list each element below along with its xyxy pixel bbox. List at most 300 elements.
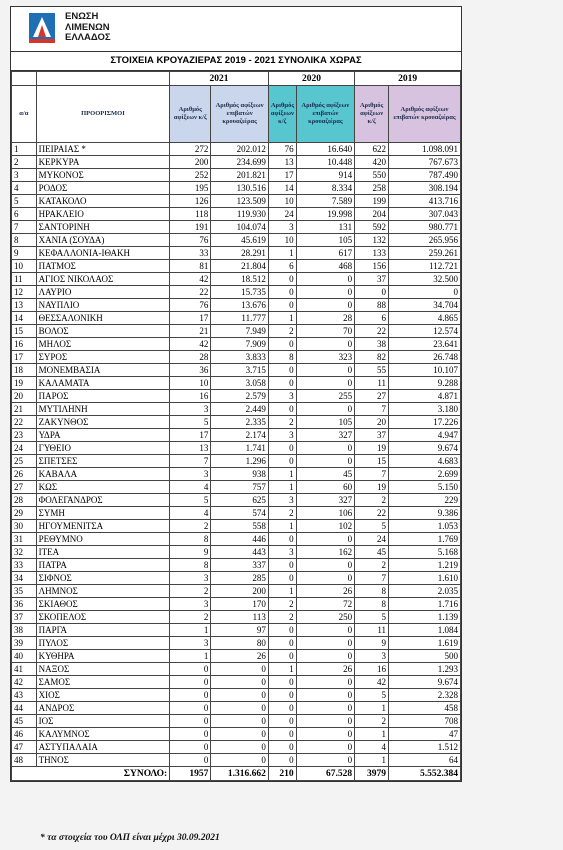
passengers-2020: 250 — [296, 611, 355, 624]
passengers-2020: 70 — [296, 325, 355, 338]
arrivals-2020: 1 — [268, 468, 296, 481]
row-index: 16 — [12, 338, 37, 351]
table-row — [12, 624, 461, 637]
passengers-2021: 234.699 — [211, 156, 269, 169]
arrivals-2019: 4 — [355, 741, 389, 754]
destination-name: ΣΑΝΤΟΡΙΝΗ — [36, 221, 170, 234]
passengers-2020: 327 — [296, 494, 355, 507]
row-index: 26 — [12, 468, 37, 481]
row-index: 17 — [12, 351, 37, 364]
arrivals-2021: 252 — [170, 169, 211, 182]
destination-name: ΣΑΜΟΣ — [36, 676, 170, 689]
total-arrivals-2019: 3979 — [355, 767, 389, 781]
passengers-2019: 112.721 — [389, 260, 461, 273]
arrivals-2019: 3 — [355, 650, 389, 663]
passengers-2019: 307.043 — [389, 208, 461, 221]
arrivals-2021: 13 — [170, 442, 211, 455]
row-index: 45 — [12, 715, 37, 728]
arrivals-2021: 3 — [170, 637, 211, 650]
passengers-2020-header: Αριθμός αφίξεων επιβατών κρουαζιέρας — [296, 86, 355, 143]
footnote: * τα στοιχεία του ΟΛΠ είναι μέχρι 30.09.2021 — [40, 833, 220, 843]
table-row — [12, 273, 461, 286]
arrivals-2021: 126 — [170, 195, 211, 208]
passengers-2019: 9.674 — [389, 676, 461, 689]
passengers-2019: 9.674 — [389, 442, 461, 455]
passengers-2020: 0 — [296, 572, 355, 585]
arrivals-2020: 0 — [268, 338, 296, 351]
passengers-2020: 106 — [296, 507, 355, 520]
row-index: 5 — [12, 195, 37, 208]
row-index: 42 — [12, 676, 37, 689]
passengers-2021: 285 — [211, 572, 269, 585]
passengers-2019: 32.500 — [389, 273, 461, 286]
passengers-2021: 28.291 — [211, 247, 269, 260]
table-row — [12, 325, 461, 338]
destination-name: ΠΑΡΟΣ — [36, 390, 170, 403]
arrivals-2019: 11 — [355, 377, 389, 390]
arrivals-2019: 8 — [355, 585, 389, 598]
passengers-2021: 0 — [211, 663, 269, 676]
destination-name: ΡΕΘΥΜΝΟ — [36, 533, 170, 546]
table-row — [12, 351, 461, 364]
table-row — [12, 234, 461, 247]
arrivals-2019: 199 — [355, 195, 389, 208]
destination-name: ΚΕΦΑΛΛΟΝΙΑ-ΙΘΑΚΗ — [36, 247, 170, 260]
arrivals-2019: 258 — [355, 182, 389, 195]
passengers-2020: 0 — [296, 455, 355, 468]
table-row — [12, 611, 461, 624]
arrivals-2020: 0 — [268, 728, 296, 741]
table-row — [12, 637, 461, 650]
row-index: 12 — [12, 286, 37, 299]
arrivals-2020: 1 — [268, 663, 296, 676]
table-row — [12, 208, 461, 221]
arrivals-2019: 55 — [355, 364, 389, 377]
destination-name: ΚΑΤΑΚΟΛΟ — [36, 195, 170, 208]
table-body — [12, 143, 461, 767]
passengers-2021: 446 — [211, 533, 269, 546]
passengers-2019: 4.871 — [389, 390, 461, 403]
arrivals-2020: 0 — [268, 273, 296, 286]
arrivals-2020: 1 — [268, 312, 296, 325]
arrivals-2021: 33 — [170, 247, 211, 260]
arrivals-2020: 1 — [268, 585, 296, 598]
passengers-2020: 0 — [296, 689, 355, 702]
passengers-2020: 0 — [296, 624, 355, 637]
passengers-2021: 97 — [211, 624, 269, 637]
arrivals-2021: 2 — [170, 611, 211, 624]
arrivals-2020: 0 — [268, 689, 296, 702]
table-row — [12, 520, 461, 533]
arrivals-2020: 3 — [268, 390, 296, 403]
passengers-2021: 21.804 — [211, 260, 269, 273]
passengers-2019: 980.771 — [389, 221, 461, 234]
passengers-2019: 413.716 — [389, 195, 461, 208]
arrivals-2020: 0 — [268, 299, 296, 312]
arrivals-2021: 22 — [170, 286, 211, 299]
row-index: 37 — [12, 611, 37, 624]
arrivals-2021: 7 — [170, 455, 211, 468]
arrivals-2021: 21 — [170, 325, 211, 338]
row-index: 32 — [12, 546, 37, 559]
passengers-2020: 0 — [296, 338, 355, 351]
destination-name: ΣΥΡΟΣ — [36, 351, 170, 364]
passengers-2021: 2.579 — [211, 390, 269, 403]
passengers-2020: 0 — [296, 650, 355, 663]
passengers-2019: 3.180 — [389, 403, 461, 416]
passengers-2021: 123.509 — [211, 195, 269, 208]
destination-name: ΣΥΜΗ — [36, 507, 170, 520]
row-index: 20 — [12, 390, 37, 403]
index-header: α/α — [12, 86, 37, 143]
passengers-2019: 500 — [389, 650, 461, 663]
arrivals-2021: 9 — [170, 546, 211, 559]
passengers-2019: 1.610 — [389, 572, 461, 585]
destination-name: ΙΟΣ — [36, 715, 170, 728]
destination-name: ΠΑΤΡΑ — [36, 559, 170, 572]
arrivals-2020: 0 — [268, 377, 296, 390]
total-passengers-2019: 5.552.384 — [389, 767, 461, 781]
arrivals-2019: 622 — [355, 143, 389, 156]
total-arrivals-2020: 210 — [268, 767, 296, 781]
passengers-2019: 1.139 — [389, 611, 461, 624]
passengers-2020: 0 — [296, 533, 355, 546]
passengers-2020: 617 — [296, 247, 355, 260]
destination-name: ΚΑΛΥΜΝΟΣ — [36, 728, 170, 741]
arrivals-2021: 10 — [170, 377, 211, 390]
destination-name: ΠΕΙΡΑΙΑΣ * — [36, 143, 170, 156]
passengers-2019: 5.150 — [389, 481, 461, 494]
year-2020-header: 2020 — [268, 72, 354, 86]
arrivals-2019: 20 — [355, 416, 389, 429]
passengers-2021: 26 — [211, 650, 269, 663]
table-row — [12, 585, 461, 598]
table-row — [12, 507, 461, 520]
table-row — [12, 533, 461, 546]
passengers-2019: 26.748 — [389, 351, 461, 364]
passengers-2019: 1.716 — [389, 598, 461, 611]
arrivals-2019: 1 — [355, 702, 389, 715]
arrivals-2021: 0 — [170, 728, 211, 741]
arrivals-2021: 2 — [170, 520, 211, 533]
destination-name: ΠΑΡΓΑ — [36, 624, 170, 637]
arrivals-2019: 133 — [355, 247, 389, 260]
passengers-2020: 28 — [296, 312, 355, 325]
passengers-2021: 202.012 — [211, 143, 269, 156]
arrivals-2019: 45 — [355, 546, 389, 559]
year-header-row — [12, 72, 461, 86]
passengers-2021: 104.074 — [211, 221, 269, 234]
row-index: 8 — [12, 234, 37, 247]
arrivals-2019: 38 — [355, 338, 389, 351]
destination-name: ΘΕΣΣΑΛΟΝΙΚΗ — [36, 312, 170, 325]
destination-name: ΠΥΛΟΣ — [36, 637, 170, 650]
row-index: 22 — [12, 416, 37, 429]
passengers-2020: 0 — [296, 299, 355, 312]
table-row — [12, 650, 461, 663]
arrivals-2020: 1 — [268, 481, 296, 494]
passengers-2020: 327 — [296, 429, 355, 442]
arrivals-2021: 4 — [170, 507, 211, 520]
passengers-2019: 4.683 — [389, 455, 461, 468]
table-row — [12, 416, 461, 429]
table-row — [12, 676, 461, 689]
passengers-2021: 2.174 — [211, 429, 269, 442]
passengers-2020: 0 — [296, 728, 355, 741]
row-index: 48 — [12, 754, 37, 767]
total-arrivals-2021: 1957 — [170, 767, 211, 781]
arrivals-2021: 2 — [170, 585, 211, 598]
table-row — [12, 247, 461, 260]
passengers-2020: 0 — [296, 273, 355, 286]
arrivals-2021: 272 — [170, 143, 211, 156]
destination-name: ΣΚΟΠΕΛΟΣ — [36, 611, 170, 624]
arrivals-2021: 0 — [170, 663, 211, 676]
arrivals-2019: 5 — [355, 689, 389, 702]
arrivals-2020: 3 — [268, 221, 296, 234]
passengers-2019: 2.328 — [389, 689, 461, 702]
destination-name: ΖΑΚΥΝΘΟΣ — [36, 416, 170, 429]
destination-name: ΥΔΡΑ — [36, 429, 170, 442]
passengers-2020: 0 — [296, 741, 355, 754]
table-row — [12, 182, 461, 195]
table-row — [12, 481, 461, 494]
arrivals-2020: 0 — [268, 533, 296, 546]
row-index: 15 — [12, 325, 37, 338]
arrivals-2019: 550 — [355, 169, 389, 182]
arrivals-2021: 3 — [170, 572, 211, 585]
arrivals-2021: 5 — [170, 416, 211, 429]
table-row — [12, 169, 461, 182]
row-index: 14 — [12, 312, 37, 325]
arrivals-2020: 76 — [268, 143, 296, 156]
org-line: ΛΙΜΕΝΩΝ — [65, 21, 110, 33]
row-index: 18 — [12, 364, 37, 377]
passengers-2020: 0 — [296, 676, 355, 689]
arrivals-2020: 0 — [268, 624, 296, 637]
row-index: 2 — [12, 156, 37, 169]
arrivals-2020: 0 — [268, 572, 296, 585]
arrivals-2021: 191 — [170, 221, 211, 234]
passengers-2020: 0 — [296, 702, 355, 715]
arrivals-2020: 8 — [268, 351, 296, 364]
passengers-2019: 34.704 — [389, 299, 461, 312]
arrivals-2020: 2 — [268, 611, 296, 624]
passengers-2021: 0 — [211, 702, 269, 715]
arrivals-2019: 42 — [355, 676, 389, 689]
row-index: 3 — [12, 169, 37, 182]
passengers-2020: 8.334 — [296, 182, 355, 195]
passengers-2021: 113 — [211, 611, 269, 624]
row-index: 10 — [12, 260, 37, 273]
arrivals-2021: 28 — [170, 351, 211, 364]
arrivals-2019: 7 — [355, 468, 389, 481]
passengers-2021: 443 — [211, 546, 269, 559]
row-index: 33 — [12, 559, 37, 572]
arrivals-2020: 13 — [268, 156, 296, 169]
table-row — [12, 442, 461, 455]
arrivals-2021: 0 — [170, 741, 211, 754]
passengers-2019: 308.194 — [389, 182, 461, 195]
arrivals-2019: 132 — [355, 234, 389, 247]
arrivals-2020: 3 — [268, 494, 296, 507]
row-index: 40 — [12, 650, 37, 663]
arrivals-2019: 19 — [355, 481, 389, 494]
table-row — [12, 286, 461, 299]
destination-name: ΜΥΚΟΝΟΣ — [36, 169, 170, 182]
passengers-2020: 7.589 — [296, 195, 355, 208]
arrivals-2019: 2 — [355, 494, 389, 507]
table-row — [12, 143, 461, 156]
passengers-2021: 45.619 — [211, 234, 269, 247]
row-index: 13 — [12, 299, 37, 312]
passengers-2021: 119.930 — [211, 208, 269, 221]
arrivals-2019: 0 — [355, 286, 389, 299]
table-row — [12, 559, 461, 572]
passengers-2019: 1.084 — [389, 624, 461, 637]
arrivals-2019: 156 — [355, 260, 389, 273]
passengers-2021: 2.335 — [211, 416, 269, 429]
arrivals-2021: 81 — [170, 260, 211, 273]
arrivals-2019-header: Αριθμός αφίξεων κ/ζ — [355, 86, 389, 143]
passengers-2020: 0 — [296, 403, 355, 416]
passengers-2021: 0 — [211, 676, 269, 689]
row-index: 29 — [12, 507, 37, 520]
table-row — [12, 338, 461, 351]
arrivals-2019: 592 — [355, 221, 389, 234]
arrivals-2020: 0 — [268, 559, 296, 572]
arrivals-2021: 4 — [170, 481, 211, 494]
row-index: 41 — [12, 663, 37, 676]
passengers-2020: 0 — [296, 442, 355, 455]
arrivals-2020: 1 — [268, 520, 296, 533]
row-index: 46 — [12, 728, 37, 741]
arrivals-2019: 5 — [355, 520, 389, 533]
destination-name: ΛΗΜΝΟΣ — [36, 585, 170, 598]
arrivals-2021: 8 — [170, 533, 211, 546]
arrivals-2021: 36 — [170, 364, 211, 377]
arrivals-2021: 0 — [170, 689, 211, 702]
passengers-2021: 15.735 — [211, 286, 269, 299]
passengers-2019: 12.574 — [389, 325, 461, 338]
passengers-2021: 1.741 — [211, 442, 269, 455]
passengers-2019: 787.490 — [389, 169, 461, 182]
arrivals-2020: 2 — [268, 325, 296, 338]
destination-name: ΜΟΝΕΜΒΑΣΙΑ — [36, 364, 170, 377]
arrivals-2019: 24 — [355, 533, 389, 546]
table-row — [12, 403, 461, 416]
cruise-table — [11, 71, 461, 781]
passengers-2021: 170 — [211, 598, 269, 611]
arrivals-2019: 82 — [355, 351, 389, 364]
table-row — [12, 221, 461, 234]
arrivals-2021: 1 — [170, 624, 211, 637]
arrivals-2019: 37 — [355, 429, 389, 442]
passengers-2021: 3.833 — [211, 351, 269, 364]
arrivals-2021: 42 — [170, 273, 211, 286]
arrivals-2019: 8 — [355, 598, 389, 611]
destination-name: ΜΗΛΟΣ — [36, 338, 170, 351]
row-index: 39 — [12, 637, 37, 650]
arrivals-2021: 195 — [170, 182, 211, 195]
passengers-2020: 60 — [296, 481, 355, 494]
passengers-2019: 4.947 — [389, 429, 461, 442]
table-row — [12, 689, 461, 702]
passengers-2021: 0 — [211, 754, 269, 767]
destination-name: ΛΑΥΡΙΟ — [36, 286, 170, 299]
table-row — [12, 715, 461, 728]
arrivals-2019: 1 — [355, 754, 389, 767]
table-row — [12, 598, 461, 611]
passengers-2020: 26 — [296, 663, 355, 676]
arrivals-2019: 7 — [355, 572, 389, 585]
passengers-2019: 458 — [389, 702, 461, 715]
arrivals-2020-header: Αριθμός αφίξεων κ/ζ — [268, 86, 296, 143]
passengers-2020: 102 — [296, 520, 355, 533]
arrivals-2021-header: Αριθμός αφίξεων κ/ζ — [170, 86, 211, 143]
arrivals-2020: 14 — [268, 182, 296, 195]
destination-name: ΚΑΒΑΛΑ — [36, 468, 170, 481]
passengers-2020: 105 — [296, 416, 355, 429]
arrivals-2019: 7 — [355, 403, 389, 416]
row-index: 30 — [12, 520, 37, 533]
arrivals-2020: 3 — [268, 546, 296, 559]
passengers-2021: 80 — [211, 637, 269, 650]
arrivals-2020: 10 — [268, 195, 296, 208]
arrivals-2021: 5 — [170, 494, 211, 507]
arrivals-2019: 22 — [355, 325, 389, 338]
row-index: 31 — [12, 533, 37, 546]
destination-name: ΚΥΘΗΡΑ — [36, 650, 170, 663]
passengers-2021: 3.715 — [211, 364, 269, 377]
arrivals-2019: 2 — [355, 715, 389, 728]
arrivals-2020: 0 — [268, 702, 296, 715]
destination-name: ΒΟΛΟΣ — [36, 325, 170, 338]
passengers-2021: 0 — [211, 689, 269, 702]
passengers-2019: 1.293 — [389, 663, 461, 676]
destinations-header: ΠΡΟΟΡΙΣΜΟΙ — [36, 86, 170, 143]
passengers-2019: 265.956 — [389, 234, 461, 247]
passengers-2019: 1.098.091 — [389, 143, 461, 156]
corner-cell — [36, 72, 170, 86]
row-index: 11 — [12, 273, 37, 286]
arrivals-2021: 200 — [170, 156, 211, 169]
arrivals-2019: 5 — [355, 611, 389, 624]
corner-cell — [12, 72, 37, 86]
table-row — [12, 260, 461, 273]
arrivals-2020: 0 — [268, 442, 296, 455]
passengers-2020: 105 — [296, 234, 355, 247]
passengers-2019: 1.769 — [389, 533, 461, 546]
arrivals-2019: 88 — [355, 299, 389, 312]
arrivals-2020: 17 — [268, 169, 296, 182]
passengers-2021: 0 — [211, 741, 269, 754]
passengers-2019-header: Αριθμός αφίξεων επιβατών κρουαζιέρας — [389, 86, 461, 143]
total-passengers-2020: 67.528 — [296, 767, 355, 781]
table-row — [12, 754, 461, 767]
destination-name: ΡΟΔΟΣ — [36, 182, 170, 195]
arrivals-2021: 0 — [170, 702, 211, 715]
arrivals-2019: 204 — [355, 208, 389, 221]
passengers-2020: 0 — [296, 637, 355, 650]
passengers-2020: 0 — [296, 559, 355, 572]
passengers-2021: 558 — [211, 520, 269, 533]
header-logo-area — [11, 7, 461, 52]
arrivals-2020: 0 — [268, 650, 296, 663]
arrivals-2020: 1 — [268, 247, 296, 260]
column-header-row — [12, 86, 461, 143]
row-index: 27 — [12, 481, 37, 494]
